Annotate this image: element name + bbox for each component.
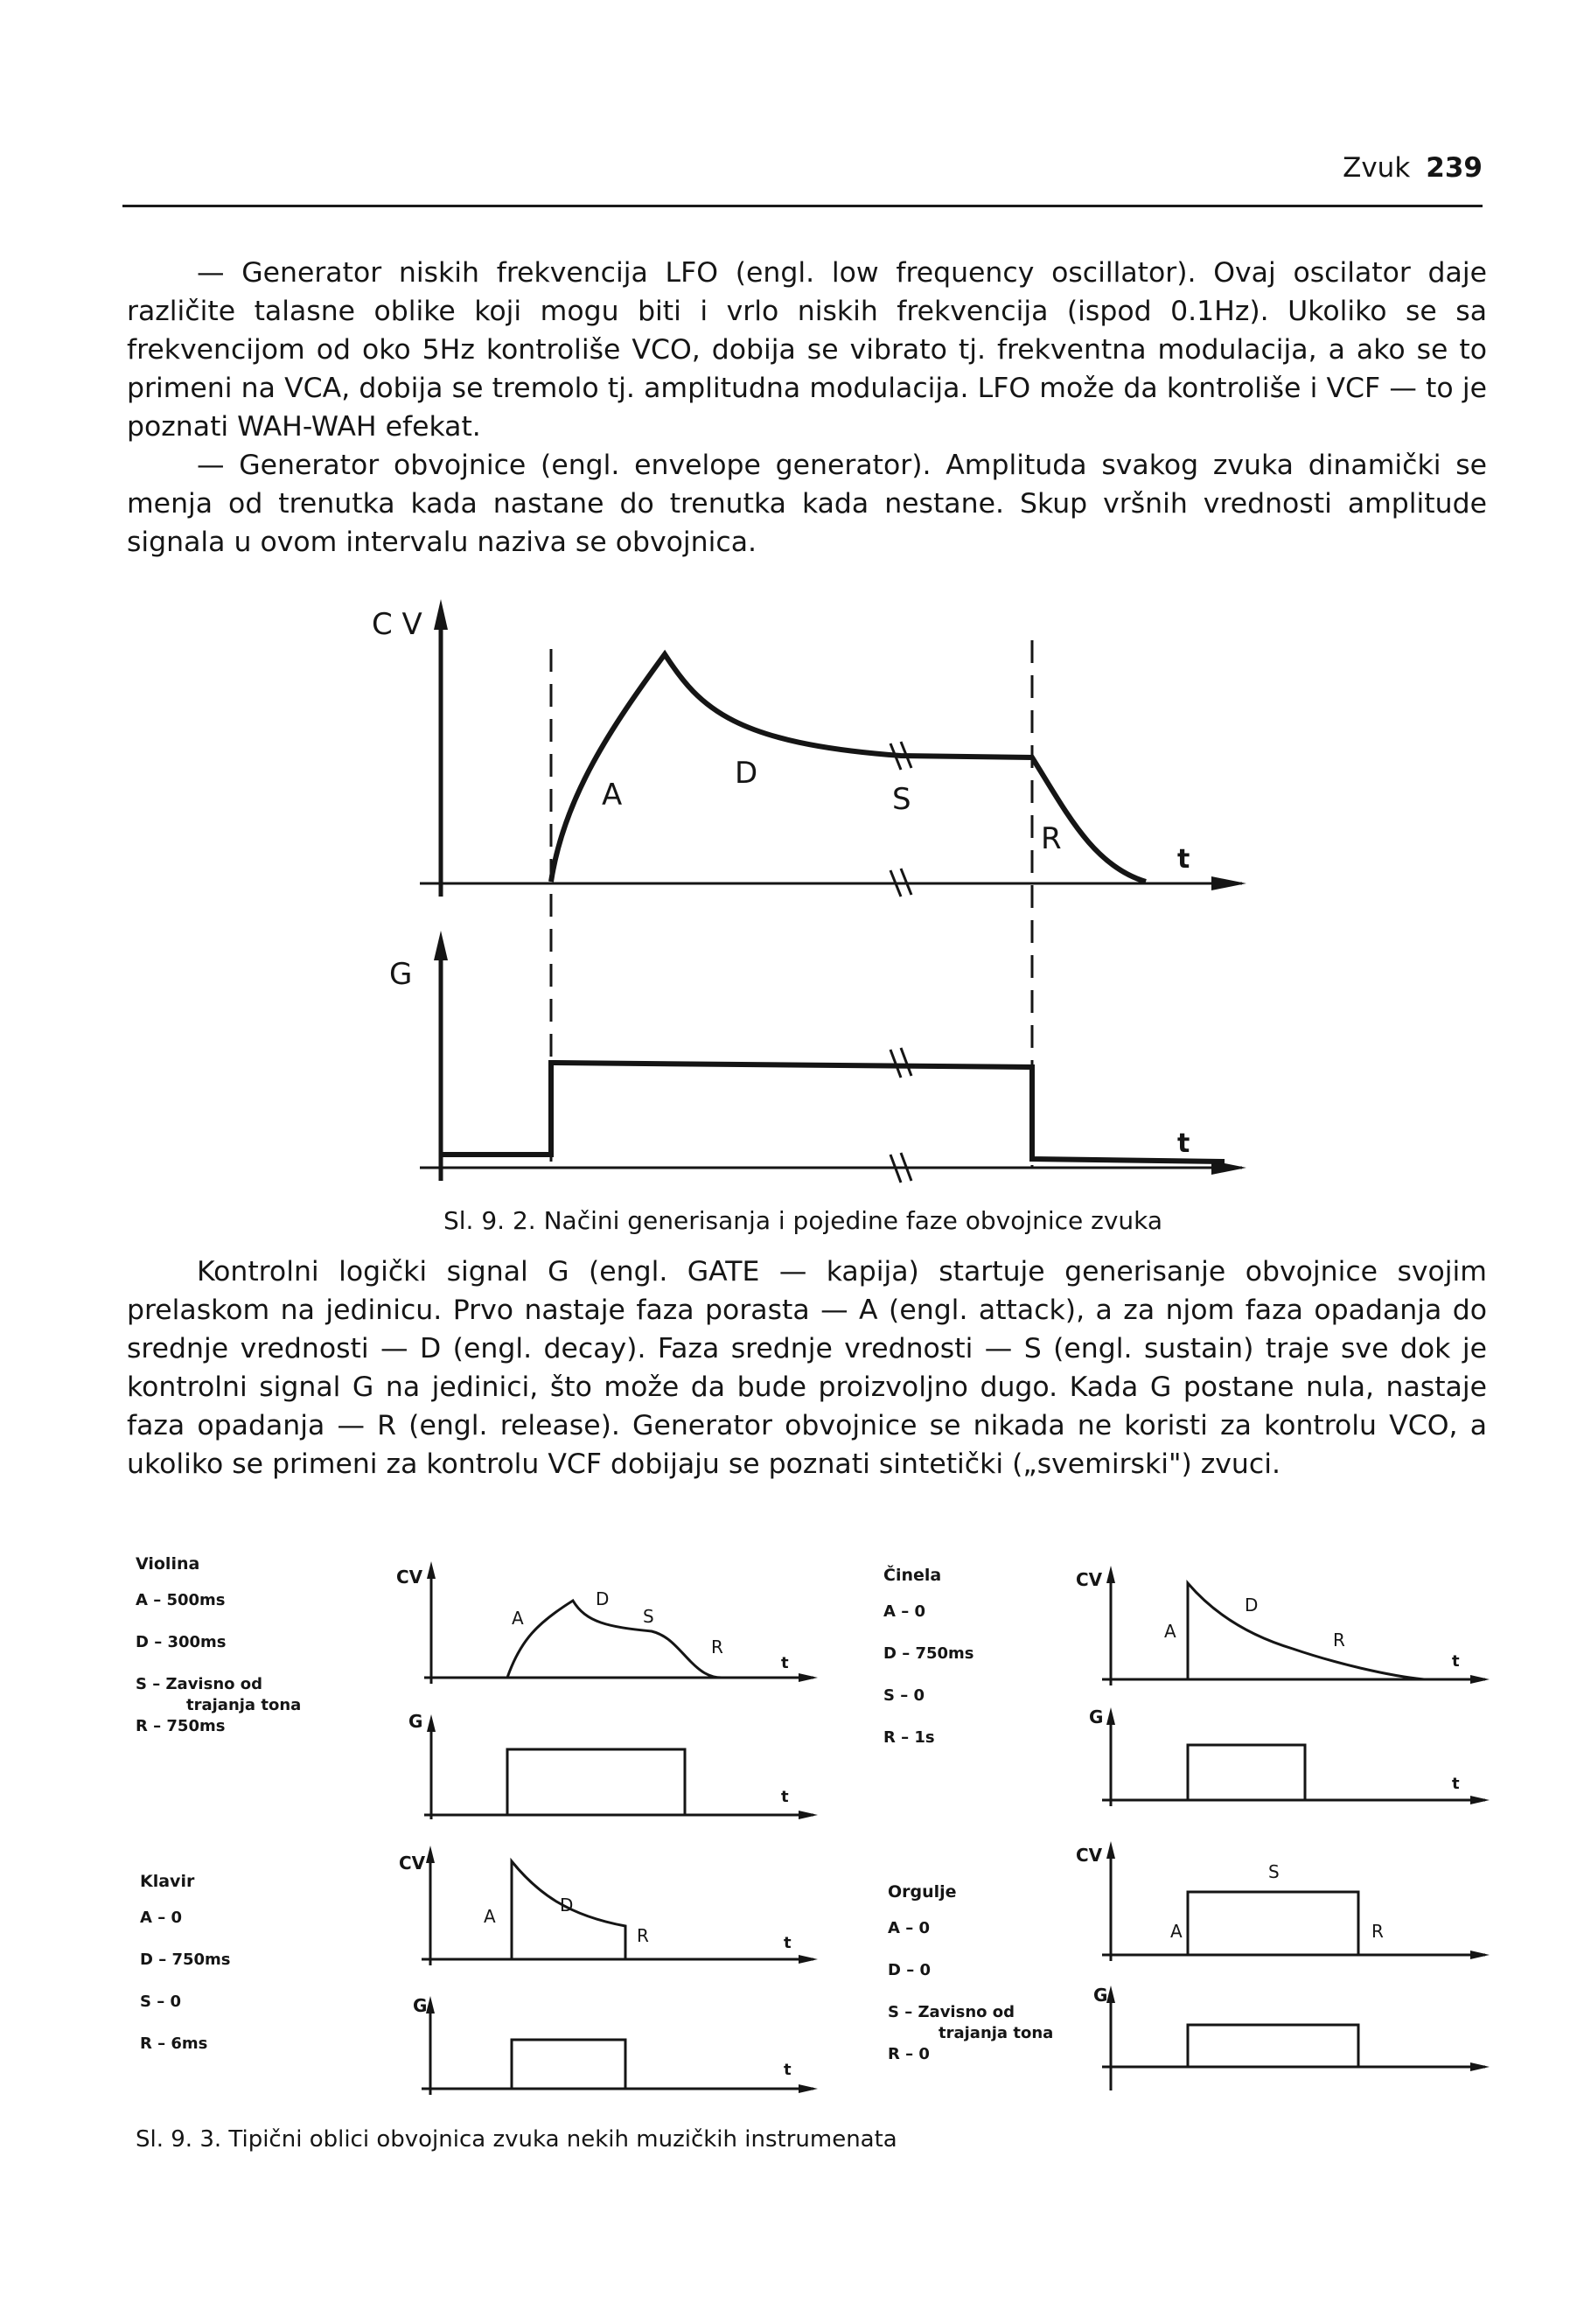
orgulje-params: Orgulje A – 0 D – 0 S – Zavisno od trajanja tona R – 0 (888, 1882, 1054, 2063)
phase-d-label: D (735, 756, 758, 791)
paragraph-envelope: — Generator obvojnice (engl. envelope generator). Amplituda svakog zvuka dinamički se menja od trenutka kada nastane do trenutka kada nestane. Skup vršnih vrednosti amplitude signala u ovom intervalu naziva se obvojnica. (127, 450, 1487, 558)
svg-text:S: S (643, 1606, 654, 1627)
svg-text:R: R (1333, 1630, 1345, 1651)
header-section: Zvuk (1343, 152, 1411, 184)
svg-text:R: R (637, 1925, 649, 1946)
phase-a-label: A (602, 778, 623, 813)
gate-text (127, 1253, 1487, 1483)
svg-text:D: D (596, 1588, 610, 1609)
svg-text:t: t (781, 1654, 789, 1672)
svg-text:R: R (711, 1637, 723, 1658)
cv-label: C V (372, 607, 422, 642)
svg-text:t: t (784, 2061, 792, 2079)
svg-text:CV: CV (1076, 1845, 1103, 1866)
phase-r-label: R (1041, 821, 1062, 856)
svg-text:CV: CV (1076, 1569, 1103, 1590)
gate-label: G (389, 957, 413, 992)
paragraph-lfo: — Generator niskih frekvencija LFO (engl. low frequency oscillator). Ovaj oscilator daje različite talasne oblike koji mogu biti i vrlo niskih frekvencija (ispod 0.1Hz). Ukoliko se sa frekvencijom od oko 5Hz kontroliše VCO, dobija se vibrato tj. frekventna modulacija, a ako se to primeni na VCA, dobija se tremolo tj. amplitudna modulacija. LFO može da kontroliše i VCF — to je poznati WAH-WAH efekat. (127, 257, 1487, 443)
svg-text:A: A (484, 1906, 496, 1927)
time-label-bottom: t (1177, 1128, 1190, 1159)
phase-s-label: S (892, 782, 911, 817)
svg-text:t: t (1452, 1775, 1460, 1793)
svg-text:CV: CV (399, 1853, 426, 1874)
cinela-envelope (1074, 1566, 1494, 1828)
svg-text:D: D (1245, 1595, 1259, 1616)
svg-text:A: A (1164, 1621, 1176, 1642)
adsr-diagram (350, 595, 1268, 1233)
time-label-top: t (1177, 844, 1190, 875)
figure-caption-2: Sl. 9. 3. Tipični oblici obvojnica zvuka nekih muzičkih instrumenata (136, 2126, 897, 2153)
paragraph-gate: Kontrolni logički signal G (engl. GATE — kapija) startuje generisanje obvojnice svojim prelaskom na jedinicu. Prvo nastaje faza porasta — A (engl. attack), a za njom faza opadanja do srednje vrednosti — D (engl. decay). Faza srednje vrednosti — S (engl. sustain) traje sve dok je kontrolni signal G na jedinici, što može da bude proizvoljno dugo. Kada G postane nula, nastaje faza opadanja — R (engl. release). Generator obvojnice se nikada ne koristi za kontrolu VCO, a ukoliko se primeni za kontrolu VCF dobijaju se poznati sintetički („svemirski") zvuci. (127, 1256, 1487, 1480)
figure-caption-1: Sl. 9. 2. Načini generisanja i pojedine faze obvojnice zvuka (443, 1206, 1163, 1235)
violina-envelope (389, 1561, 827, 1824)
svg-text:G: G (413, 1995, 428, 2016)
svg-text:t: t (781, 1788, 789, 1806)
klavir-params: Klavir A – 0 D – 750ms S – 0 R – 6ms (140, 1872, 231, 2053)
gate-signal (441, 1063, 1225, 1162)
violina-params: Violina A – 500ms D – 300ms S – Zavisno od trajanja tona R – 750ms (136, 1554, 302, 1735)
svg-text:R: R (1371, 1921, 1384, 1942)
svg-text:G: G (1093, 1985, 1108, 2006)
svg-text:t: t (784, 1934, 792, 1952)
klavir-envelope (394, 1846, 822, 2108)
cinela-params: Činela A – 0 D – 750ms S – 0 R – 1s (883, 1566, 974, 1747)
svg-text:t: t (1452, 1652, 1460, 1671)
page-number: 239 (1426, 152, 1483, 184)
svg-text:S: S (1268, 1861, 1280, 1882)
running-header (122, 150, 1483, 207)
svg-text:CV: CV (396, 1567, 423, 1588)
figure-adsr (350, 595, 1268, 1233)
intro-text (127, 254, 1487, 562)
svg-text:D: D (560, 1895, 574, 1916)
svg-text:G: G (1089, 1706, 1104, 1727)
orgulje-envelope (1074, 1841, 1494, 2104)
svg-text:G: G (408, 1711, 423, 1732)
svg-text:A: A (1170, 1921, 1183, 1942)
svg-text:A: A (512, 1608, 524, 1629)
